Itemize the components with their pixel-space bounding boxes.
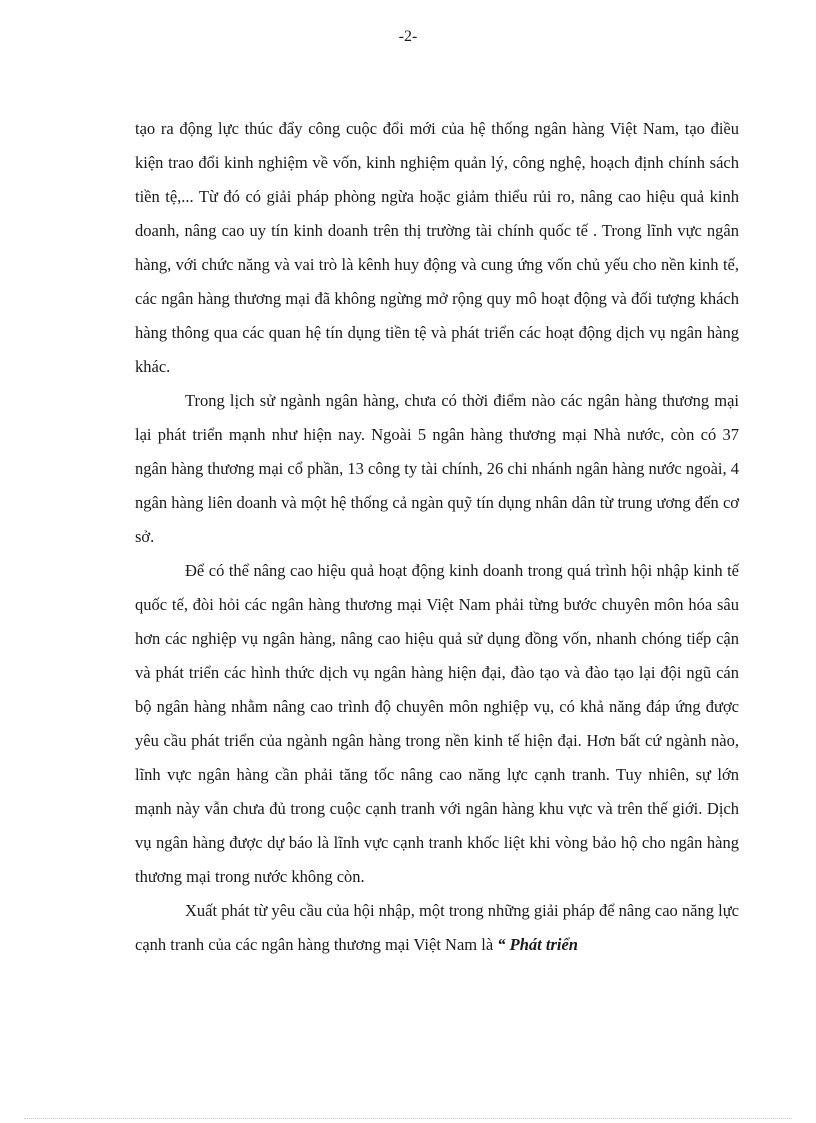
paragraph-2: Trong lịch sử ngành ngân hàng, chưa có thời điểm nào các ngân hàng thương mại lại phát triển mạnh như hiện nay. Ngoài 5 ngân hàng thương mại Nhà nước, còn có 37 ngân hàng thương mại cổ phần, 13 công ty tài chính, 26 chi nhánh ngân hàng nước ngoài, 4 ngân hàng liên doanh và một hệ thống cả ngàn quỹ tín dụng nhân dân từ trung ương đến cơ sở. <box>135 391 739 546</box>
paragraph-1: tạo ra động lực thúc đẩy công cuộc đổi mới của hệ thống ngân hàng Việt Nam, tạo điều kiện trao đổi kinh nghiệm về vốn, kinh nghiệm quản lý, công nghệ, hoạch định chính sách tiền tệ,... Từ đó có giải pháp phòng ngừa hoặc giảm thiểu rủi ro, nâng cao hiệu quả kinh doanh, nâng cao uy tín kinh doanh trên thị trường tài chính quốc tế . Trong lĩnh vực ngân hàng, với chức năng và vai trò là kênh huy động và cung ứng vốn chủ yếu cho nền kinh tế, các ngân hàng thương mại đã không ngừng mở rộng quy mô hoạt động và đối tượng khách hàng thông qua các quan hệ tín dụng tiền tệ và phát triển các hoạt động dịch vụ ngân hàng khác. <box>135 119 739 376</box>
paragraph-3: Để có thể nâng cao hiệu quả hoạt động kinh doanh trong quá trình hội nhập kinh tế quốc tế, đòi hỏi các ngân hàng thương mại Việt Nam phải từng bước chuyên môn hóa sâu hơn các nghiệp vụ ngân hàng, nâng cao hiệu quả sử dụng đồng vốn, nhanh chóng tiếp cận và phát triển các hình thức dịch vụ ngân hàng hiện đại, đào tạo và đào tạo lại đội ngũ cán bộ ngân hàng nhằm nâng cao trình độ chuyên môn nghiệp vụ, có khả năng đáp ứng được yêu cầu phát triển của ngành ngân hàng trong nền kinh tế hiện đại. Hơn bất cứ ngành nào, lĩnh vực ngân hàng cần phải tăng tốc nâng cao năng lực cạnh tranh. Tuy nhiên, sự lớn mạnh này vẫn chưa đủ trong cuộc cạnh tranh với ngân hàng khu vực và trên thế giới. Dịch vụ ngân hàng được dự báo là lĩnh vực cạnh tranh khốc liệt khi vòng bảo hộ cho ngân hàng thương mại trong nước không còn. <box>135 561 739 886</box>
page-bottom-divider <box>24 1118 792 1119</box>
paragraph-4-emphasis: “ Phát triển <box>497 935 578 954</box>
page-number: -2- <box>398 28 418 45</box>
paragraph-4 <box>135 894 739 962</box>
body-text <box>135 112 739 962</box>
paragraph-4-text: Xuất phát từ yêu cầu của hội nhập, một trong những giải pháp để nâng cao năng lực cạnh tranh của các ngân hàng thương mại Việt Nam là <box>135 901 739 954</box>
